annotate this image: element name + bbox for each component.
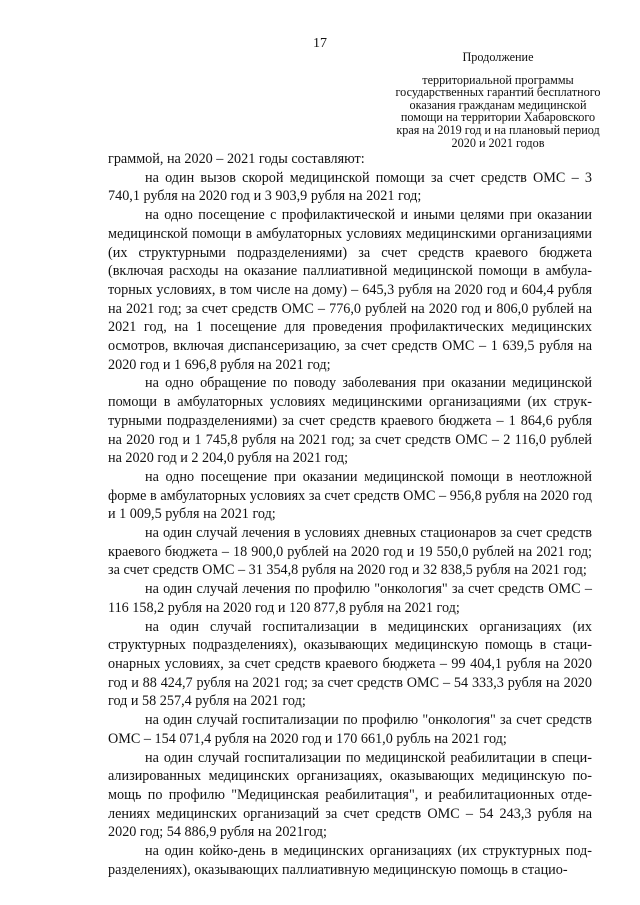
continuation-header bbox=[378, 51, 618, 149]
page-number: 17 bbox=[313, 36, 327, 51]
paragraph: на один случай лечения по профилю "онкология" за счет средств ОМС – 116 158,2 рубля на 2020 год и 120 877,8 рубля на 2021 год; bbox=[108, 581, 592, 616]
paragraph: на один случай лечения в условиях дневных стационаров за счет средств краевого бюджета – 18 900,0 рублей на 2020 год и 19 550,0 рублей на 2021 год; за счет средств ОМС – 31 354,8 рубля на 2020 год и 32 838,5 рубля на 2021 год; bbox=[108, 525, 592, 579]
body-text bbox=[108, 150, 592, 879]
continuation-label: Продолжение bbox=[462, 50, 534, 64]
header-line: помощи на территории Хабаровского bbox=[400, 110, 596, 125]
header-line: государственных гарантий бесплатного bbox=[395, 85, 601, 100]
header-line: 2020 и 2021 годов bbox=[451, 135, 545, 150]
paragraph: на один вызов скорой медицинской помощи за счет средств ОМС – 3 740,1 рубля на 2020 год и 3 903,9 рубля на 2021 год; bbox=[108, 169, 592, 205]
header-line: края на 2019 год и на плановый период bbox=[396, 122, 600, 137]
paragraph: на одно посещение при оказании медицинской помощи в неотложной форме в амбулаторных условиях за счет средств ОМС – 956,8 рубля на 2020 год и 1 009,5 рубля на 2021 год; bbox=[108, 468, 592, 523]
paragraph: на один койко-день в медицинских организациях (их структурных подразделениях), оказывающих паллиативную медицинскую помощь в стацио- bbox=[108, 843, 592, 878]
paragraph: на один случай госпитализации по профилю "онкология" за счет средств ОМС – 154 071,4 рубля на 2020 год и 170 661,0 рубль на 2021 год; bbox=[108, 712, 592, 747]
header-line: территориальной программы bbox=[422, 72, 574, 87]
paragraph: на один случай госпитализации в медицинских организациях (их структурных подразделениях), оказывающих медицинскую помощь в стационарных условиях, за счет средств краевого бюджета – 99 404,1 рубля на 2020 год и 88 424,7 рубля на 2021 год; за счет средств ОМС – 54 333,3 рубля на 2020 год и 58 257,4 рубля на 2021 год; bbox=[108, 618, 592, 710]
paragraph: на одно обращение по поводу заболевания при оказании медицинской помощи в амбулаторных условиях медицинскими организациями (их структурными подразделениями) за счет средств краевого бюджета – 1 864,6 рубля на 2020 год и 1 745,8 рубля на 2021 год; за счет средств ОМС – 2 116,0 рублей на 2020 год и 2 204,0 рубля на 2021 год; bbox=[108, 375, 592, 467]
paragraph: на один случай госпитализации по медицинской реабилитации в специализированных медицинских организациях, оказывающих медицинскую помощь по профилю "Медицинская реабилитация", и реабилитационных отделениях медицинских организаций за счет средств ОМС – 54 243,3 рубля на 2020 год; 54 886,9 рубля на 2021год; bbox=[108, 749, 592, 841]
paragraph: на одно посещение с профилактической и иными целями при оказании медицинской помощи в амбулаторных условиях медицинскими организациями (их структурными подразделениями) за счет средств краевого бюджета (включая расходы на оказание паллиативной медицинской помощи в амбулаторных условиях, в том числе на дому) – 645,3 рубля на 2020 год и 604,4 рубля на 2021 год; за счет средств ОМС – 776,0 рублей на 2020 год и 806,0 рублей на 2021 год, на 1 посещение для проведения профилактических медицинских осмотров, включая диспансеризацию, за счет средств ОМС – 1 639,5 рубля на 2020 год и 1 696,8 рубля на 2021 год; bbox=[108, 207, 592, 373]
header-line: оказания гражданам медицинской bbox=[409, 97, 587, 112]
paragraph: граммой, на 2020 – 2021 годы составляют: bbox=[108, 151, 365, 167]
